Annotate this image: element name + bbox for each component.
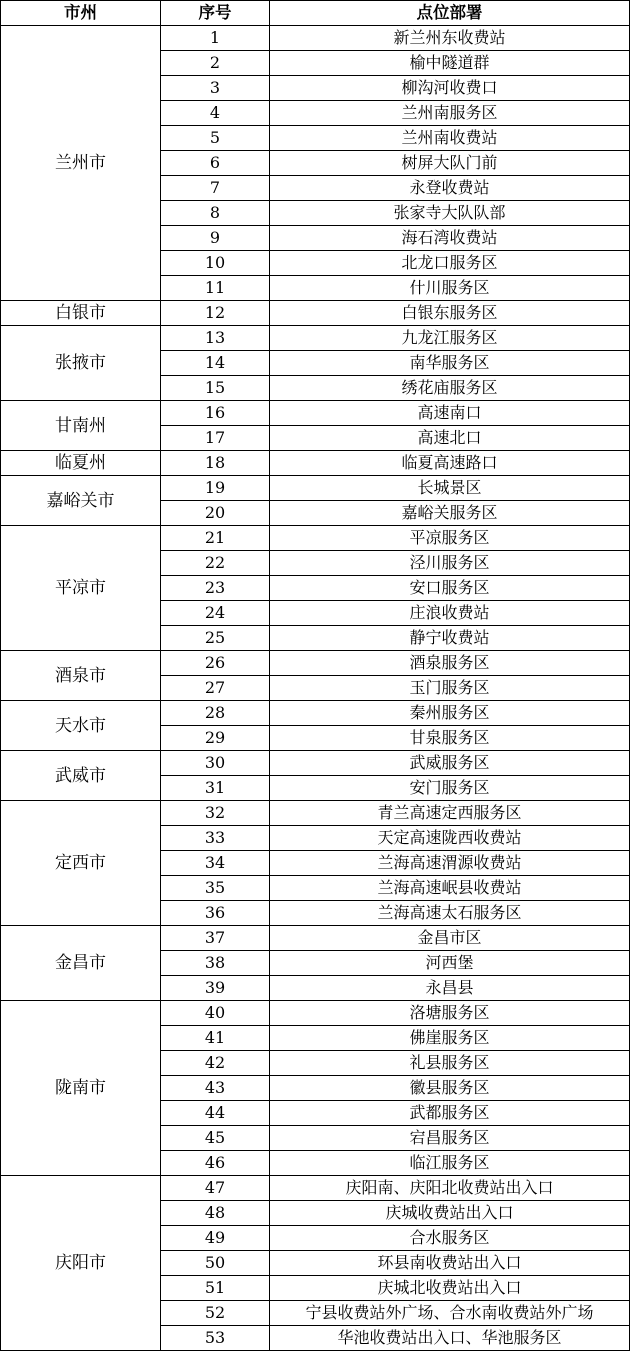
seq-cell: 17 [161,426,270,451]
seq-cell: 29 [161,726,270,751]
location-cell: 临夏高速路口 [270,451,630,476]
location-cell: 秦州服务区 [270,701,630,726]
city-cell: 酒泉市 [1,651,161,701]
location-cell: 高速南口 [270,401,630,426]
table-row [1,801,630,826]
seq-cell: 26 [161,651,270,676]
table-row [1,401,630,426]
seq-cell: 44 [161,1101,270,1126]
header-seq: 序号 [161,1,270,26]
location-cell: 新兰州东收费站 [270,26,630,51]
seq-cell: 39 [161,976,270,1001]
seq-cell: 30 [161,751,270,776]
location-cell: 临江服务区 [270,1151,630,1176]
seq-cell: 42 [161,1051,270,1076]
seq-cell: 5 [161,126,270,151]
seq-cell: 48 [161,1201,270,1226]
location-cell: 环县南收费站出入口 [270,1251,630,1276]
location-cell: 佛崖服务区 [270,1026,630,1051]
seq-cell: 24 [161,601,270,626]
table-row [1,326,630,351]
seq-cell: 46 [161,1151,270,1176]
seq-cell: 23 [161,576,270,601]
location-cell: 安口服务区 [270,576,630,601]
location-cell: 张家寺大队队部 [270,201,630,226]
city-cell: 白银市 [1,301,161,326]
location-cell: 徽县服务区 [270,1076,630,1101]
seq-cell: 38 [161,951,270,976]
seq-cell: 22 [161,551,270,576]
seq-cell: 12 [161,301,270,326]
location-cell: 兰海高速渭源收费站 [270,851,630,876]
city-cell: 金昌市 [1,926,161,1001]
seq-cell: 15 [161,376,270,401]
location-cell: 南华服务区 [270,351,630,376]
location-cell: 安门服务区 [270,776,630,801]
seq-cell: 1 [161,26,270,51]
seq-cell: 37 [161,926,270,951]
location-cell: 礼县服务区 [270,1051,630,1076]
table-body [1,26,630,1351]
table-row [1,476,630,501]
seq-cell: 31 [161,776,270,801]
seq-cell: 43 [161,1076,270,1101]
table-row [1,301,630,326]
table-row [1,1176,630,1201]
seq-cell: 8 [161,201,270,226]
city-cell: 庆阳市 [1,1176,161,1351]
seq-cell: 33 [161,826,270,851]
seq-cell: 3 [161,76,270,101]
seq-cell: 11 [161,276,270,301]
seq-cell: 13 [161,326,270,351]
city-cell: 张掖市 [1,326,161,401]
location-cell: 宁县收费站外广场、合水南收费站外广场 [270,1301,630,1326]
city-cell: 陇南市 [1,1001,161,1176]
seq-cell: 10 [161,251,270,276]
seq-cell: 53 [161,1326,270,1351]
location-cell: 北龙口服务区 [270,251,630,276]
location-cell: 树屏大队门前 [270,151,630,176]
location-cell: 兰海高速太石服务区 [270,901,630,926]
location-cell: 九龙江服务区 [270,326,630,351]
location-cell: 庆城收费站出入口 [270,1201,630,1226]
seq-cell: 35 [161,876,270,901]
location-cell: 庆城北收费站出入口 [270,1276,630,1301]
location-cell: 兰海高速岷县收费站 [270,876,630,901]
location-cell: 金昌市区 [270,926,630,951]
table-row [1,751,630,776]
location-cell: 庆阳南、庆阳北收费站出入口 [270,1176,630,1201]
seq-cell: 16 [161,401,270,426]
header-location: 点位部署 [270,1,630,26]
city-cell: 兰州市 [1,26,161,301]
seq-cell: 47 [161,1176,270,1201]
seq-cell: 34 [161,851,270,876]
seq-cell: 18 [161,451,270,476]
seq-cell: 50 [161,1251,270,1276]
location-cell: 高速北口 [270,426,630,451]
city-cell: 甘南州 [1,401,161,451]
seq-cell: 36 [161,901,270,926]
location-cell: 洛塘服务区 [270,1001,630,1026]
location-cell: 青兰高速定西服务区 [270,801,630,826]
seq-cell: 19 [161,476,270,501]
seq-cell: 45 [161,1126,270,1151]
location-cell: 永昌县 [270,976,630,1001]
seq-cell: 51 [161,1276,270,1301]
seq-cell: 4 [161,101,270,126]
city-cell: 天水市 [1,701,161,751]
seq-cell: 6 [161,151,270,176]
seq-cell: 20 [161,501,270,526]
table-row [1,701,630,726]
location-cell: 玉门服务区 [270,676,630,701]
city-cell: 武威市 [1,751,161,801]
location-cell: 合水服务区 [270,1226,630,1251]
seq-cell: 9 [161,226,270,251]
table-row [1,451,630,476]
table-row [1,526,630,551]
seq-cell: 7 [161,176,270,201]
seq-cell: 14 [161,351,270,376]
table-row [1,651,630,676]
city-cell: 临夏州 [1,451,161,476]
location-cell: 武都服务区 [270,1101,630,1126]
location-cell: 武威服务区 [270,751,630,776]
seq-cell: 32 [161,801,270,826]
seq-cell: 27 [161,676,270,701]
location-cell: 天定高速陇西收费站 [270,826,630,851]
header-row [1,1,630,26]
city-cell: 嘉峪关市 [1,476,161,526]
location-cell: 白银东服务区 [270,301,630,326]
location-cell: 庄浪收费站 [270,601,630,626]
location-cell: 绣花庙服务区 [270,376,630,401]
location-cell: 榆中隧道群 [270,51,630,76]
location-cell: 泾川服务区 [270,551,630,576]
seq-cell: 52 [161,1301,270,1326]
table-row [1,26,630,51]
city-cell: 定西市 [1,801,161,926]
location-cell: 兰州南服务区 [270,101,630,126]
location-cell: 甘泉服务区 [270,726,630,751]
location-cell: 酒泉服务区 [270,651,630,676]
location-cell: 永登收费站 [270,176,630,201]
table-row [1,1001,630,1026]
location-cell: 柳沟河收费口 [270,76,630,101]
location-cell: 长城景区 [270,476,630,501]
location-cell: 宕昌服务区 [270,1126,630,1151]
location-cell: 平凉服务区 [270,526,630,551]
location-cell: 什川服务区 [270,276,630,301]
seq-cell: 49 [161,1226,270,1251]
seq-cell: 25 [161,626,270,651]
seq-cell: 21 [161,526,270,551]
location-cell: 海石湾收费站 [270,226,630,251]
location-cell: 兰州南收费站 [270,126,630,151]
seq-cell: 28 [161,701,270,726]
seq-cell: 41 [161,1026,270,1051]
location-cell: 河西堡 [270,951,630,976]
table-row [1,926,630,951]
seq-cell: 40 [161,1001,270,1026]
location-cell: 华池收费站出入口、华池服务区 [270,1326,630,1351]
location-cell: 静宁收费站 [270,626,630,651]
header-city: 市州 [1,1,161,26]
city-cell: 平凉市 [1,526,161,651]
location-cell: 嘉峪关服务区 [270,501,630,526]
seq-cell: 2 [161,51,270,76]
